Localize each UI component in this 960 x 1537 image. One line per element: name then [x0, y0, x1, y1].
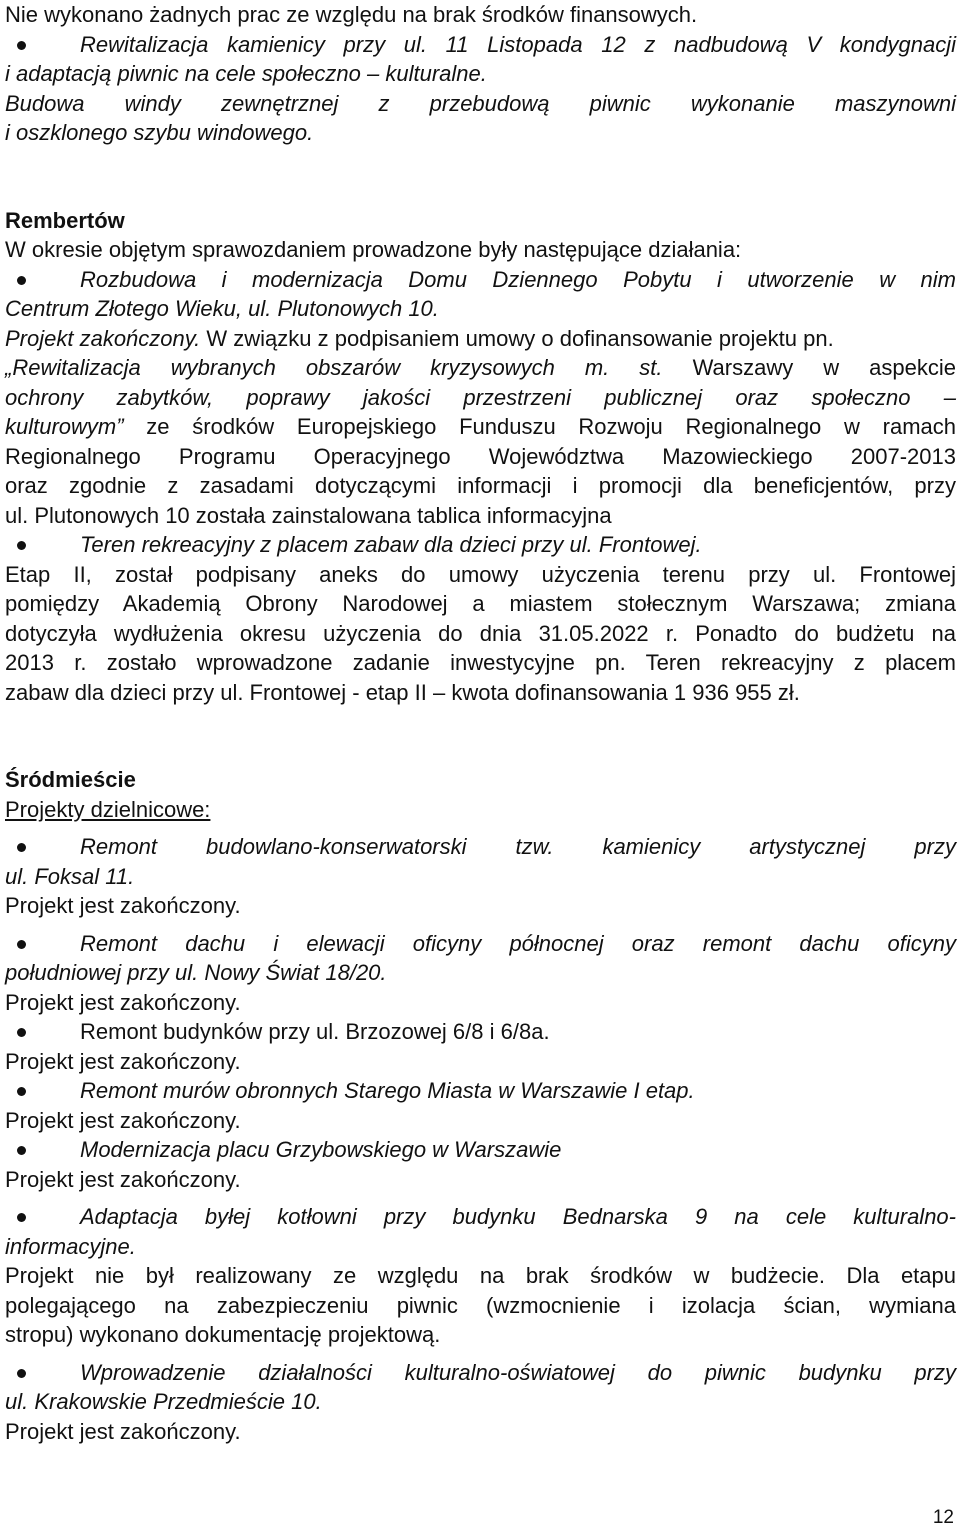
- status-text: Projekt jest zakończony.: [5, 1107, 241, 1133]
- paragraph-line: Regionalnego Programu Operacyjnego Województwa Mazowieckiego 2007-2013: [5, 443, 956, 469]
- bullet-item-continuation: i adaptacją piwnic na cele społeczno – kulturalne.: [5, 61, 487, 86]
- paragraph-line: ochrony zabytków, poprawy jakości przestrzeni publicznej oraz społeczno –: [5, 384, 956, 410]
- paragraph-line: Nie wykonano żadnych prac ze względu na brak środków finansowych.: [5, 2, 698, 27]
- paragraph-line: i oszklonego szybu windowego.: [5, 120, 314, 145]
- paragraph-line: polegającego na zabezpieczeniu piwnic (wzmocnienie i izolacja ścian, wymiana: [5, 1292, 956, 1318]
- bullet-icon: [17, 41, 26, 50]
- subheading-projekty-dzielnicowe: Projekty dzielnicowe:: [5, 796, 211, 822]
- paragraph-line: 2013 r. zostało wprowadzone zadanie inwestycyjne pn. Teren rekreacyjny z placem: [5, 650, 956, 675]
- bullet-item: Remont budynków przy ul. Brzozowej 6/8 i 6/8a.: [5, 1017, 956, 1047]
- paragraph-line: Projekt zakończony. W związku z podpisaniem umowy o dofinansowanie projektu pn.: [5, 325, 834, 351]
- paragraph-line: Etap II, został podpisany aneks do umowy użyczenia terenu przy ul. Frontowej: [5, 561, 956, 587]
- bullet-icon: [17, 541, 26, 550]
- paragraph-line: W okresie objętym sprawozdaniem prowadzone były następujące działania:: [5, 237, 742, 262]
- bullet-item-continuation: informacyjne.: [5, 1233, 136, 1259]
- bullet-item-continuation: Centrum Złotego Wieku, ul. Plutonowych 10.: [5, 296, 439, 321]
- bullet-item: Rozbudowa i modernizacja Domu Dziennego Pobytu i utworzenie w nim: [5, 265, 956, 295]
- bullet-item: Adaptacja byłej kotłowni przy budynku Bednarska 9 na cele kulturalno-: [5, 1202, 956, 1232]
- section-heading-srodmiescie: Śródmieście: [5, 767, 136, 792]
- bullet-icon: [17, 1087, 26, 1096]
- bullet-item: Remont murów obronnych Starego Miasta w Warszawie I etap.: [5, 1076, 956, 1106]
- bullet-item: Remont budowlano-konserwatorski tzw. kamienicy artystycznej przy: [5, 832, 956, 862]
- paragraph-line: zabaw dla dzieci przy ul. Frontowej - etap II – kwota dofinansowania 1 936 955 zł.: [5, 679, 800, 705]
- document-page: [5, 0, 956, 1446]
- status-text: Projekt jest zakończony.: [5, 989, 241, 1015]
- status-text: Projekt jest zakończony.: [5, 893, 241, 918]
- paragraph-line: ul. Plutonowych 10 została zainstalowana tablica informacyjna: [5, 502, 612, 528]
- bullet-icon: [17, 940, 26, 949]
- status-text: Projekt jest zakończony.: [5, 1048, 241, 1074]
- bullet-item: Wprowadzenie działalności kulturalno-oświatowej do piwnic budynku przy: [5, 1358, 956, 1388]
- bullet-icon: [17, 1369, 26, 1378]
- paragraph-line: oraz zgodnie z zasadami dotyczącymi informacji i promocji dla beneficjentów, przy: [5, 473, 956, 498]
- paragraph-line: kulturowym” ze środków Europejskiego Funduszu Rozwoju Regionalnego w ramach: [5, 414, 956, 439]
- paragraph-line: „Rewitalizacja wybranych obszarów kryzysowych m. st. Warszawy w aspekcie: [5, 355, 956, 380]
- bullet-item-continuation: południowej przy ul. Nowy Świat 18/20.: [5, 960, 387, 985]
- bullet-icon: [17, 276, 26, 285]
- bullet-item: Teren rekreacyjny z placem zabaw dla dzieci przy ul. Frontowej.: [5, 530, 956, 560]
- paragraph-line: Budowa windy zewnętrznej z przebudową piwnic wykonanie maszynowni: [5, 90, 956, 116]
- bullet-item: Remont dachu i elewacji oficyny północnej oraz remont dachu oficyny: [5, 929, 956, 959]
- bullet-icon: [17, 843, 26, 852]
- page-number: 12: [932, 1507, 954, 1528]
- bullet-item-continuation: ul. Foksal 11.: [5, 863, 135, 889]
- paragraph-line: Projekt nie był realizowany ze względu na brak środków w budżecie. Dla etapu: [5, 1263, 956, 1288]
- bullet-item: Rewitalizacja kamienicy przy ul. 11 Listopada 12 z nadbudową V kondygnacji: [5, 30, 956, 60]
- bullet-item: Modernizacja placu Grzybowskiego w Warszawie: [5, 1135, 956, 1165]
- bullet-item-continuation: ul. Krakowskie Przedmieście 10.: [5, 1389, 322, 1414]
- paragraph-line: stropu) wykonano dokumentację projektową.: [5, 1322, 441, 1347]
- status-text: Projekt jest zakończony.: [5, 1418, 241, 1444]
- section-heading-rembertow: Rembertów: [5, 207, 125, 233]
- status-text: Projekt jest zakończony.: [5, 1166, 241, 1192]
- paragraph-line: dotyczyła wydłużenia okresu użyczenia do dnia 31.05.2022 r. Ponadto do budżetu na: [5, 620, 956, 646]
- paragraph-line: pomiędzy Akademią Obrony Narodowej a miastem stołecznym Warszawa; zmiana: [5, 591, 956, 616]
- bullet-icon: [17, 1028, 26, 1037]
- bullet-icon: [17, 1146, 26, 1155]
- bullet-icon: [17, 1213, 26, 1222]
